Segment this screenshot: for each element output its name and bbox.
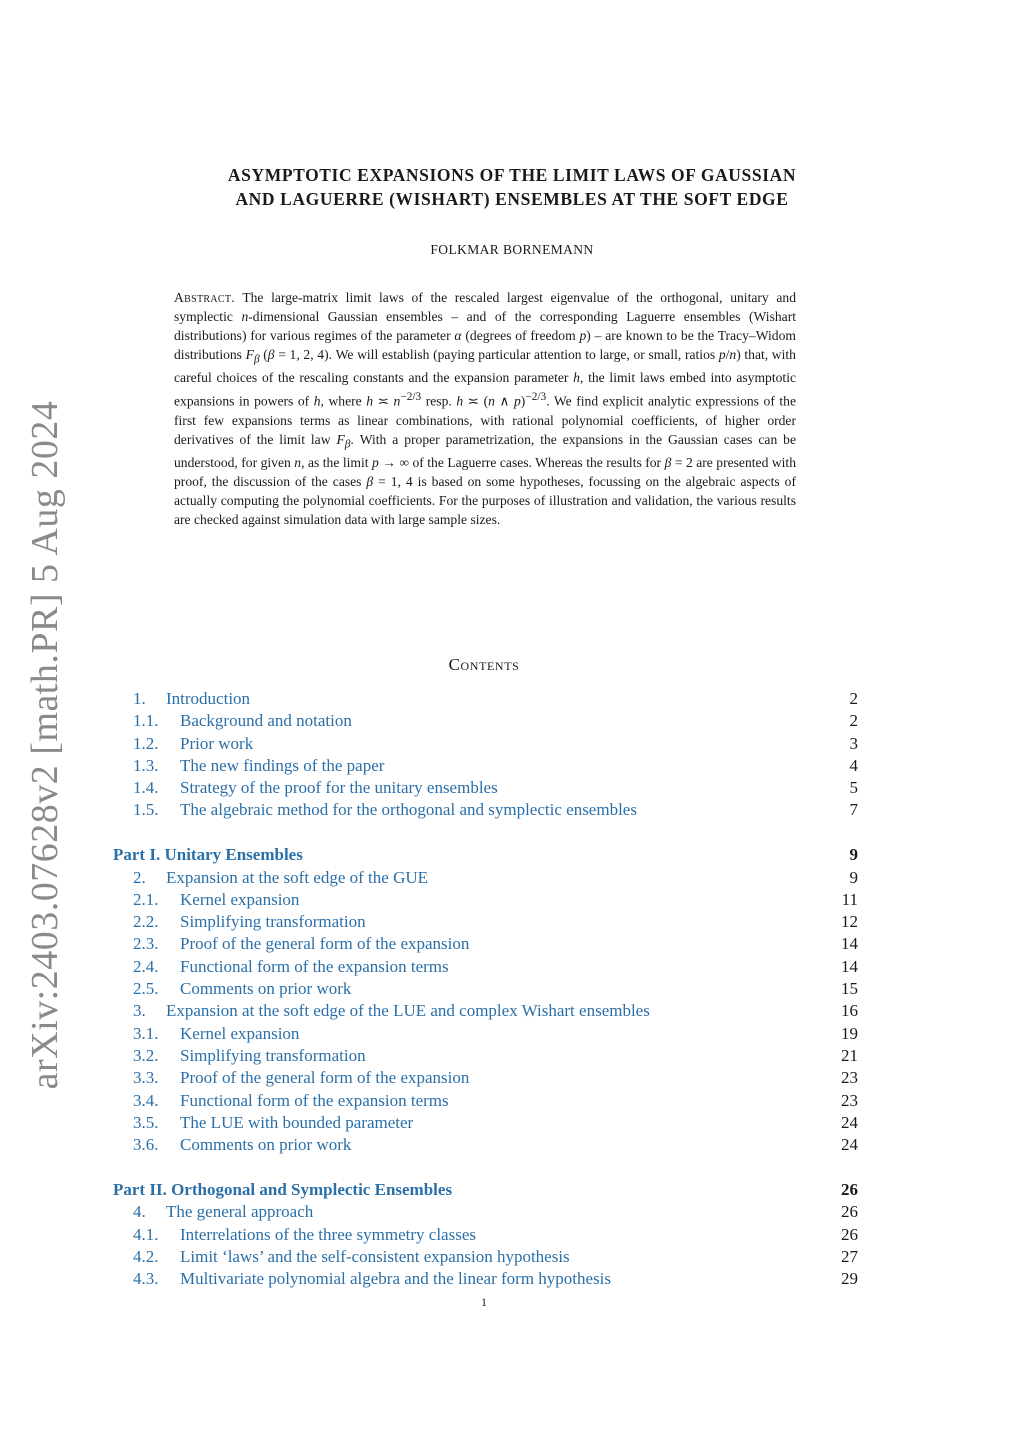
- toc-page: 29: [841, 1269, 858, 1289]
- author-name: FOLKMAR BORNEMANN: [430, 242, 594, 257]
- toc-page: 11: [841, 889, 858, 909]
- toc-page: 26: [841, 1202, 858, 1222]
- toc-page: 24: [841, 1135, 858, 1155]
- toc-title: Limit ‘laws’ and the self-consistent expansion hypothesis: [180, 1246, 570, 1266]
- toc-page: 26: [841, 1224, 858, 1244]
- toc-title: Comments on prior work: [180, 1135, 352, 1155]
- toc-number: 2.4.: [133, 956, 159, 976]
- toc-title: The LUE with bounded parameter: [180, 1112, 414, 1132]
- toc-number: 1.5.: [133, 800, 159, 820]
- toc-entry-1-2[interactable]: [113, 733, 858, 755]
- toc-page: 19: [841, 1023, 858, 1043]
- abstract: Abstract. The large-matrix limit laws of the rescaled largest eigenvalue of the orthogonal, unitary and symplectic n-dimensional Gaussian ensembles – and of the corresponding Laguerre ensembles (Wishart distributions) for various regimes of the parameter α (degrees of freedom p) – are known to be the Tracy–Widom distributions $F_\beta$ (β = 1, 2, 4). We will establish (paying particular attention to large, or small, ratios p/n) that, with careful choices of the rescaling constants and the expansion parameter h, the limit laws embed into asymptotic expansions in powers of h, where h ≍ $n^{-2/3}$ resp. h ≍ (n ∧ p)$^{-2/3}$. We find explicit analytic expressions of the first few expansions terms as linear combinations, with rational polynomial coefficients, of higher order derivatives of the limit law $F_\beta$. With a proper parametrization, the expansions in the Gaussian cases can be understood, for given n, as the limit p → ∞ of the Laguerre cases. Whereas the results for β = 2 are presented with proof, the discussion of the cases β = 1, 4 is based on some hypotheses, focussing on the algebraic aspects of actually computing the polynomial coefficients. For the purposes of illustration and validation, the various results are checked against simulation data with large sample sizes.: [174, 290, 797, 527]
- title-line-1: ASYMPTOTIC EXPANSIONS OF THE LIMIT LAWS OF GAUSSIAN: [227, 165, 797, 185]
- toc-entry-4-2[interactable]: [113, 1246, 858, 1268]
- toc-page: 4: [849, 755, 858, 775]
- toc-entry-4-1[interactable]: [113, 1224, 858, 1246]
- toc-entry-2-4[interactable]: [113, 956, 858, 978]
- toc-number: 4.: [133, 1202, 146, 1222]
- toc-number: 1.1.: [133, 711, 159, 731]
- toc-page: 23: [841, 1068, 858, 1088]
- toc-number: 3.2.: [133, 1045, 159, 1065]
- toc-entry-4[interactable]: [113, 1201, 858, 1223]
- page-number: 1: [481, 1295, 487, 1309]
- title-line-2: AND LAGUERRE (WISHART) ENSEMBLES AT THE SOFT EDGE: [235, 189, 789, 209]
- toc-title: Expansion at the soft edge of the LUE and complex Wishart ensembles: [166, 1001, 650, 1021]
- toc-entry-3[interactable]: [113, 1000, 858, 1022]
- toc-number: 3.4.: [133, 1090, 159, 1110]
- toc-page: 15: [841, 979, 858, 999]
- toc-number: 4.1.: [133, 1224, 159, 1244]
- toc-title: Kernel expansion: [180, 889, 300, 909]
- toc-page: 21: [841, 1045, 858, 1065]
- toc-part-1[interactable]: [113, 844, 858, 866]
- toc-page: 24: [841, 1112, 858, 1132]
- toc-entry-1-3[interactable]: [113, 755, 858, 777]
- arxiv-identifier: arXiv:2403.07628v2 [math.PR] 5 Aug 2024: [24, 400, 66, 1090]
- toc-entry-1[interactable]: [113, 688, 858, 710]
- toc-page: 9: [849, 867, 858, 887]
- toc-entry-2-5[interactable]: [113, 978, 858, 1000]
- toc-number: 1.3.: [133, 755, 159, 775]
- toc-number: 1.2.: [133, 733, 159, 753]
- toc-page: 9: [849, 845, 858, 865]
- contents-heading: Contents: [448, 655, 520, 674]
- toc-page: 5: [849, 778, 858, 798]
- toc-title: Proof of the general form of the expansion: [180, 1068, 470, 1088]
- toc-page: 26: [841, 1179, 858, 1199]
- toc-title: Part I. Unitary Ensembles: [113, 845, 303, 865]
- toc-number: 2.: [133, 867, 146, 887]
- toc-title: The algebraic method for the orthogonal and symplectic ensembles: [180, 800, 637, 820]
- toc-number: 2.1.: [133, 889, 159, 909]
- toc-title: Part II. Orthogonal and Symplectic Ensembles: [113, 1179, 453, 1199]
- toc-title: Prior work: [180, 733, 254, 753]
- toc-entry-2-3[interactable]: [113, 933, 858, 955]
- toc-entry-3-2[interactable]: [113, 1045, 858, 1067]
- toc-number: 3.5.: [133, 1112, 159, 1132]
- toc-title: Proof of the general form of the expansion: [180, 934, 470, 954]
- toc-entry-4-3[interactable]: [113, 1268, 858, 1290]
- toc-number: 1.4.: [133, 778, 159, 798]
- toc-entry-2-2[interactable]: [113, 911, 858, 933]
- toc-entry-3-3[interactable]: [113, 1067, 858, 1089]
- toc-number: 3.3.: [133, 1068, 159, 1088]
- toc-title: Introduction: [166, 689, 251, 708]
- toc-page: 27: [841, 1246, 858, 1266]
- toc-title: Background and notation: [180, 711, 352, 731]
- abstract-label: Abstract.: [174, 290, 235, 305]
- toc-entry-3-4[interactable]: [113, 1090, 858, 1112]
- toc-title: Expansion at the soft edge of the GUE: [166, 867, 429, 887]
- toc-entry-2-1[interactable]: [113, 889, 858, 911]
- toc-number: 3.1.: [133, 1023, 159, 1043]
- toc-title: Multivariate polynomial algebra and the linear form hypothesis: [180, 1269, 612, 1289]
- table-of-contents: [113, 688, 858, 1290]
- toc-title: Functional form of the expansion terms: [180, 1090, 449, 1110]
- toc-part-2[interactable]: [113, 1179, 858, 1201]
- toc-title: Functional form of the expansion terms: [180, 956, 449, 976]
- toc-page: 7: [849, 800, 858, 820]
- toc-page: 14: [841, 956, 858, 976]
- toc-title: Strategy of the proof for the unitary ensembles: [180, 778, 498, 798]
- toc-title: The general approach: [166, 1202, 314, 1222]
- toc-entry-3-5[interactable]: [113, 1112, 858, 1134]
- toc-entry-3-6[interactable]: [113, 1134, 858, 1156]
- toc-title: Comments on prior work: [180, 979, 352, 999]
- toc-page: 14: [841, 934, 858, 954]
- toc-page: 3: [849, 733, 858, 753]
- toc-page: 12: [841, 912, 858, 932]
- toc-entry-1-4[interactable]: [113, 777, 858, 799]
- toc-page: 2: [849, 689, 858, 708]
- toc-entry-2[interactable]: [113, 867, 858, 889]
- toc-number: 2.2.: [133, 912, 159, 932]
- toc-title: Simplifying transformation: [180, 912, 366, 932]
- toc-number: 3.6.: [133, 1135, 159, 1155]
- toc-number: 3.: [133, 1001, 146, 1021]
- toc-entry-1-5[interactable]: [113, 799, 858, 821]
- toc-page: 23: [841, 1090, 858, 1110]
- toc-number: 1.: [133, 689, 146, 708]
- toc-number: 2.3.: [133, 934, 159, 954]
- toc-title: Simplifying transformation: [180, 1045, 366, 1065]
- toc-page: 2: [849, 711, 858, 731]
- toc-number: 4.2.: [133, 1246, 159, 1266]
- toc-entry-1-1[interactable]: [113, 710, 858, 732]
- toc-page: 16: [841, 1001, 858, 1021]
- toc-entry-3-1[interactable]: [113, 1023, 858, 1045]
- toc-title: Interrelations of the three symmetry classes: [180, 1224, 476, 1244]
- toc-title: The new findings of the paper: [180, 755, 385, 775]
- toc-number: 2.5.: [133, 979, 159, 999]
- paper-title: [0, 163, 1024, 211]
- toc-title: Kernel expansion: [180, 1023, 300, 1043]
- toc-number: 4.3.: [133, 1269, 159, 1289]
